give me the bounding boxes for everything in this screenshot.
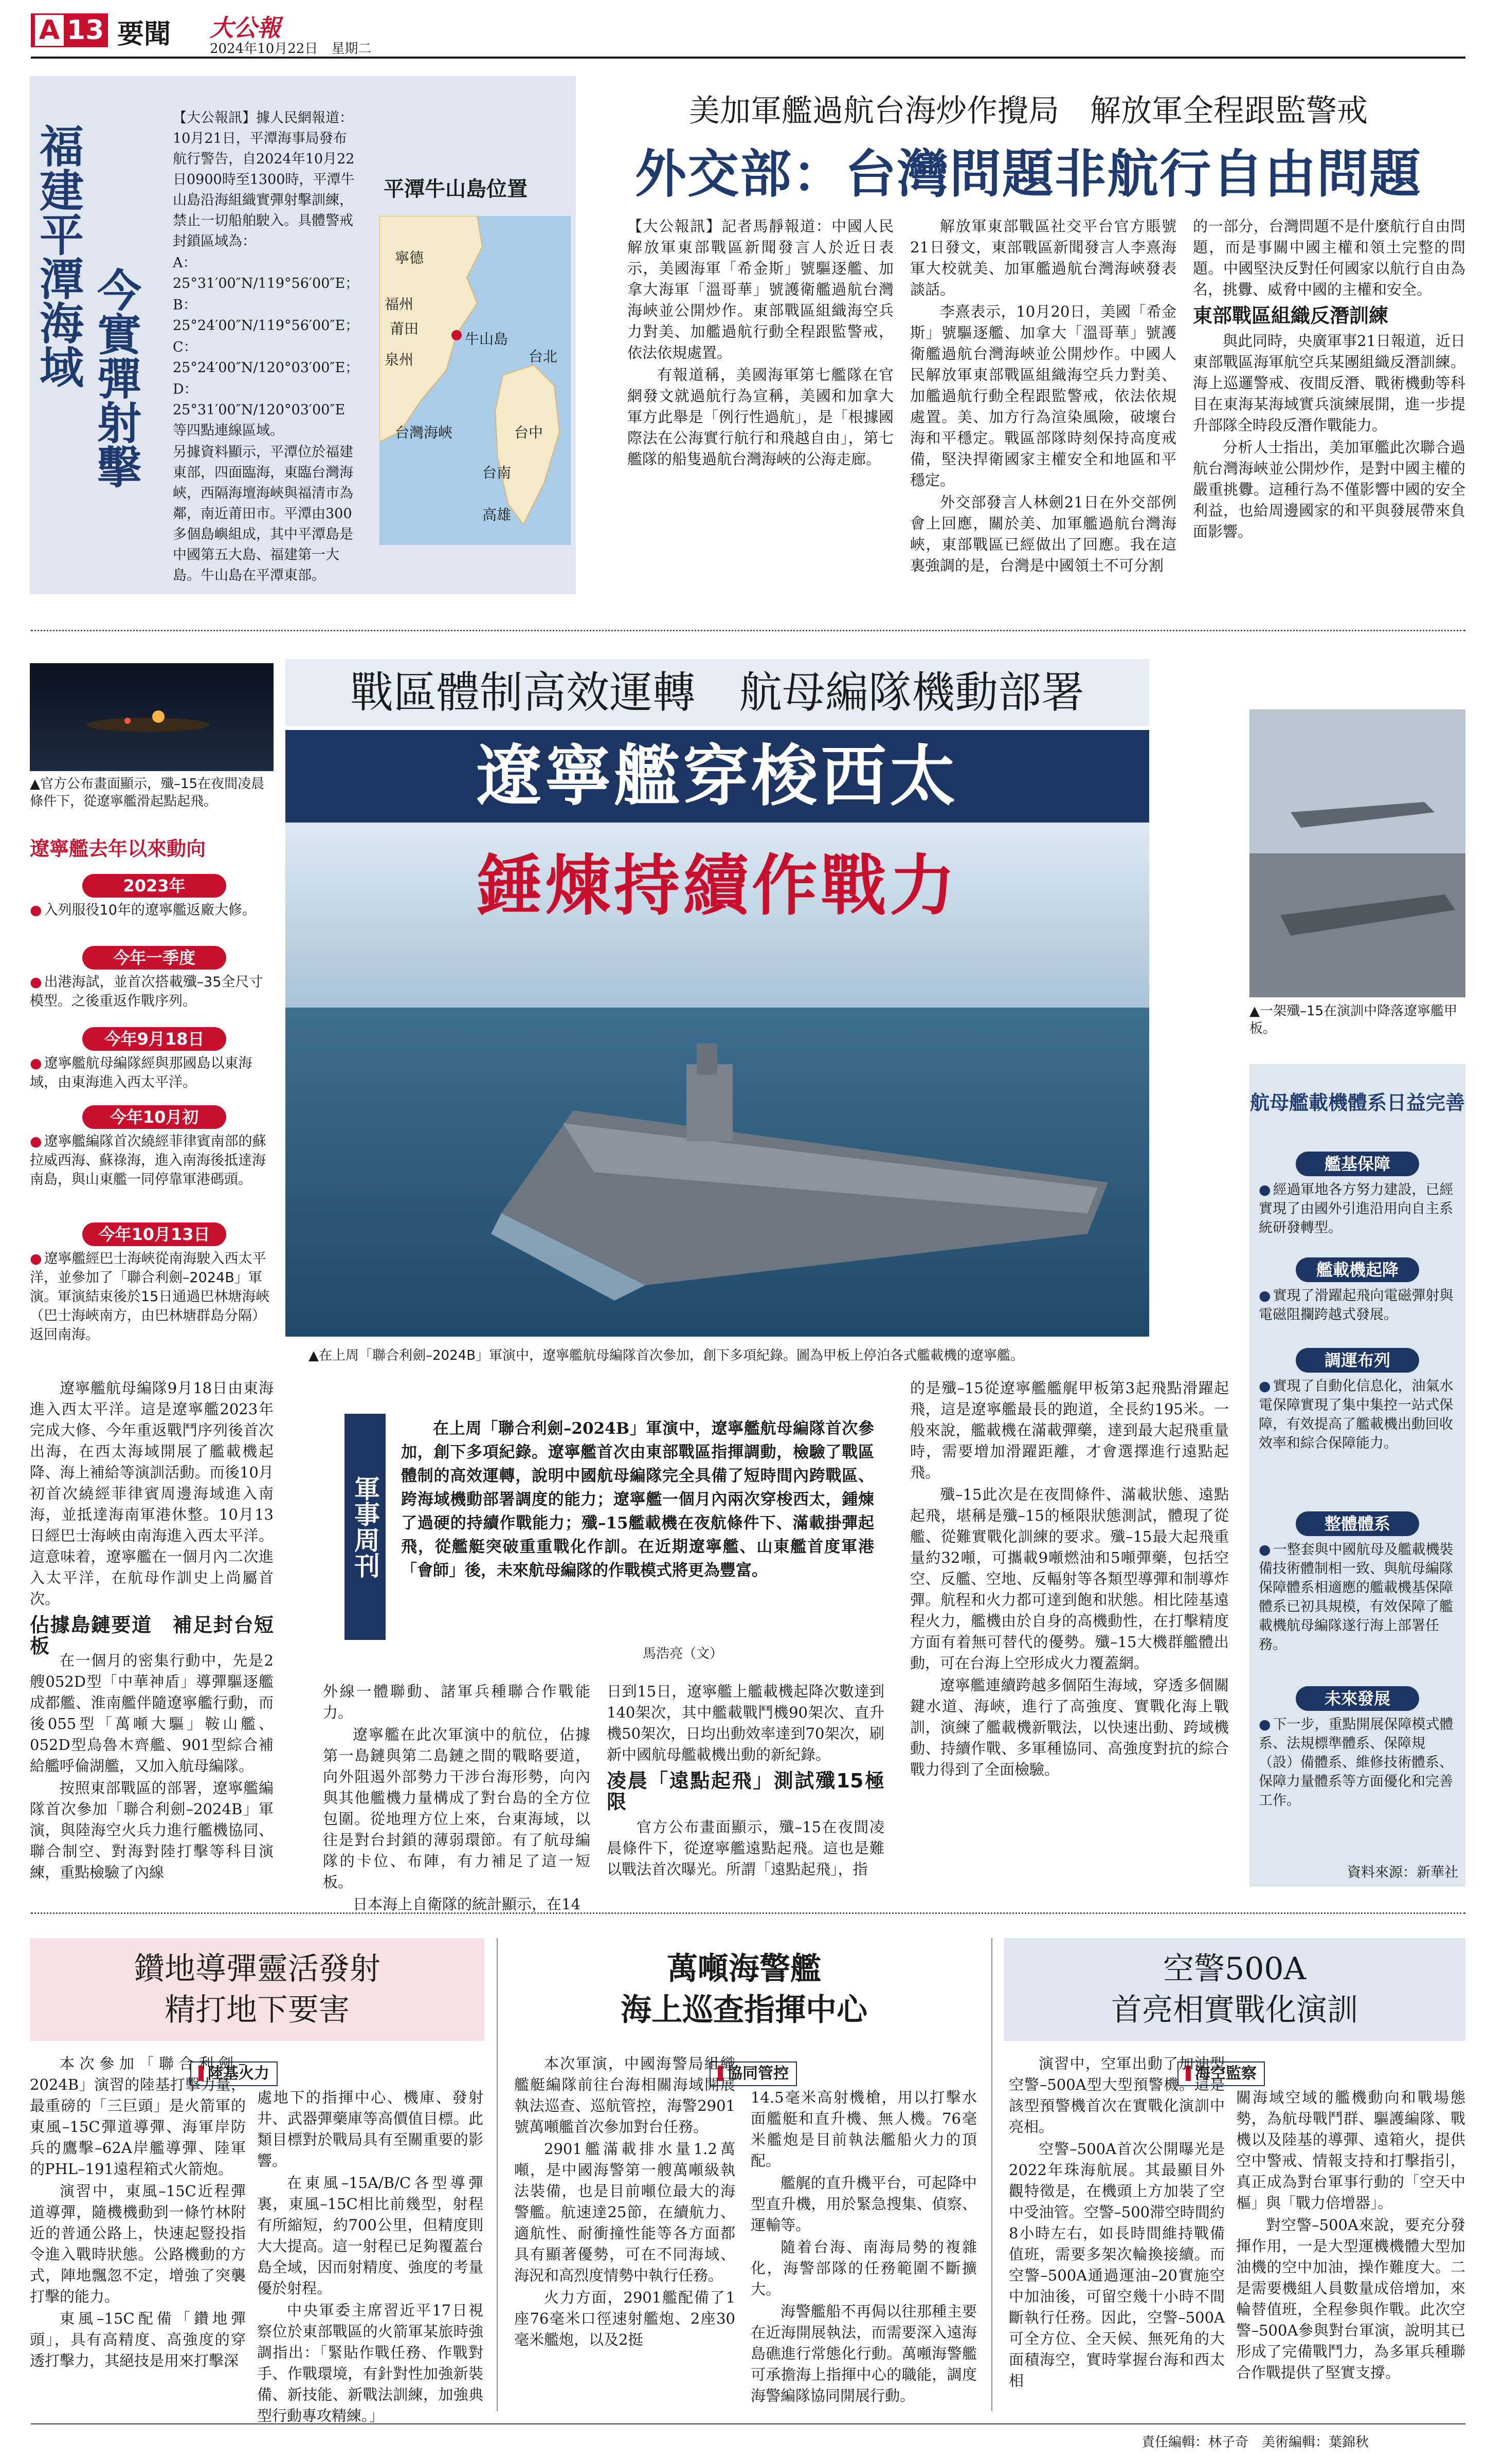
panel-item: ● 實現了滑躍起飛向電磁彈射與電磁阻攔跨越式發展。 bbox=[1259, 1286, 1458, 1324]
panel-tag: 整體體系 bbox=[1296, 1511, 1419, 1536]
map-label: 寧德 bbox=[395, 249, 424, 266]
paragraph: 處地下的指揮中心、機庫、發射井、武器彈藥庫等高價值目標。此類目標對於戰局具有至關重要的影響。 bbox=[257, 2089, 483, 2169]
top-kicker: 美加軍艦過航台海炒作攪局 解放軍全程跟監警戒 bbox=[689, 93, 1368, 129]
article-col bbox=[257, 2087, 483, 2428]
paragraph: 本次軍演，中國海警局組織艦艇編隊前往台海相關海域開展執法巡查、巡航管控，海警2901號萬噸艦首次參加對台任務。 bbox=[514, 2055, 735, 2136]
timeline-item: ● 遼寧艦經巴士海峽從南海駛入西太平洋，並參加了「聯合利劍–2024B」軍演。軍演結束後於15日通過巴林塘海峽（巴士海峽南方，由巴林塘群島分隔）返回南海。 bbox=[30, 1249, 274, 1344]
paragraph: D：25°31′00″N/120°03′00″E 等四點連線區域。 bbox=[173, 381, 346, 439]
night-launch-photo bbox=[30, 663, 274, 771]
article-col bbox=[30, 1650, 274, 1884]
paragraph: 關海域空域的艦機動向和戰場態勢，為航母戰鬥群、驅護編隊、戰機以及陸基的導彈、遠箱火，提供空中警戒、情報支持和打擊指引，真正成為對台軍事行動的「空天中樞」與「戰力倍增器」。 bbox=[1236, 2089, 1465, 2212]
paragraph: 中央軍委主席習近平17日視察位於東部戰區的火箭軍某旅時強調指出：「緊貼作戰任務、作戰對手、作戰環境，有針對性加強新裝備、新技能、新戰法訓練，加強典型行動專攻精練。」 bbox=[257, 2302, 483, 2424]
paragraph: 演習中，空軍出動了加油型空警–500A型大型預警機。這是該型預警機首次在實戰化演訓中亮相。 bbox=[1009, 2055, 1225, 2136]
paragraph: 有報道稱，美國海軍第七艦隊在官網發文就過航行為宣稱，美國和加拿大軍方此舉是「例行性過航」，是「根據國際法在公海實行航行和飛越自由」，第七艦隊的船隻過航台灣海峽的公海走廊。 bbox=[627, 366, 894, 468]
article-col bbox=[751, 2087, 977, 2407]
panel-item: ● 下一步，重點開展保障模式體系、法規標準體系、保障規（設）備體系、維修技術體系、保障力量體系等方面優化和完善工作。 bbox=[1259, 1715, 1458, 1810]
map-label: 牛山島 bbox=[465, 331, 509, 348]
article-col bbox=[607, 1681, 884, 1881]
photo-caption: ▲官方公布畫面顯示，殲–15在夜間凌晨條件下，從遼寧艦滑起點起飛。 bbox=[30, 776, 265, 809]
article-col bbox=[30, 2053, 246, 2372]
story-tag: 陸基火力 bbox=[190, 2061, 278, 2086]
paragraph: 隨着台海、南海局勢的複雜化，海警部隊的任務範圍不斷擴大。 bbox=[751, 2238, 977, 2298]
paragraph: 遼寧艦在此次軍演中的航位，佔據第一島鏈與第二島鏈之間的戰略要道，向外阻遏外部勢力干涉台海形勢，向內與其他艦機力量構成了對台島的全方位包圍。從地理方位上來，台東海域，以往是對台封鎖的薄弱環節。有了航母編隊的卡位、布陣，有力補足了這一短板。 bbox=[323, 1726, 590, 1891]
article-col bbox=[1009, 2053, 1225, 2393]
timeline-item: ● 出港海試，並首次搭載殲–35全尺寸模型。之後重返作戰序列。 bbox=[30, 973, 274, 1011]
feature-kicker: 戰區體制高效運轉 航母編隊機動部署 bbox=[285, 659, 1149, 726]
paragraph: 2901艦滿載排水量1.2萬噸，是中國海警第一艘萬噸級執法裝備，也是目前噸位最大的海警艦。航速達25節，在續航力、適航性、耐衝撞性能等各方面都具有顯著優勢，可在不同海域、海況和高烈度情勢中執行任務。 bbox=[514, 2140, 735, 2284]
page-number: 13 bbox=[66, 15, 104, 46]
panel-heading: 航母艦載機體系日益完善 bbox=[1249, 1091, 1465, 1114]
subheading: 凌晨「遠點起飛」測試殲15極限 bbox=[607, 1769, 884, 1813]
map-label: 台灣海峽 bbox=[395, 424, 453, 441]
section-divider bbox=[31, 1912, 1465, 1914]
section-divider bbox=[31, 630, 1465, 631]
paragraph: 火力方面，2901艦配備了1座76毫米口徑速射艦炮、2座30毫米艦炮，以及2挺 bbox=[514, 2289, 735, 2348]
paragraph: 日到15日，遼寧艦上艦載機起降次數達到140架次，其中艦載戰鬥機90架次、直升機50架次，日均出動效率達到70架次，刷新中國航母艦載機出動的新紀錄。 bbox=[607, 1683, 884, 1763]
pingtan-article bbox=[173, 108, 358, 587]
headline-line: 海上巡查指揮中心 bbox=[621, 1992, 867, 2028]
map-label: 台北 bbox=[529, 348, 558, 365]
column-label: 軍事周刊 bbox=[344, 1414, 386, 1640]
article-col bbox=[514, 2053, 735, 2351]
paragraph: 海警艦船不再侷以往那種主要在近海開展執法，而需要深入遠海島礁進行常態化行動。萬噸海警艦可承擔海上指揮中心的職能，調度海警編隊協同開展行動。 bbox=[751, 2303, 977, 2404]
timeline-tag: 今年10月初 bbox=[82, 1105, 226, 1129]
paragraph: C：25°24′00″N/120°03′00″E； bbox=[173, 339, 359, 376]
paragraph: A：25°31′00″N/119°56′00″E； bbox=[173, 255, 359, 291]
editor-credits: 責任編輯：林子奇 美術編輯：葉錦秋 bbox=[1141, 2435, 1369, 2450]
top-article-col1 bbox=[627, 216, 894, 471]
section-title: 要聞 bbox=[117, 19, 171, 50]
paragraph: 空警–500A首次公開曝光是2022年珠海航展。其最顯目外觀特徵是，在機頭上方加裝了空中受油管。空警–500滞空時間約8小時左右，如長時間維持戰備值班，需要多架次輪換接續。而空警–500A通過運油–20實施空中加油後，可留空幾十小時不間斷執行任務。因此，空警–500A可全方位、全天候、無死角的大面積海空，實時掌握台海和西太相 bbox=[1009, 2140, 1225, 2389]
paragraph: 的一部分，台灣問題不是什麼航行自由問題，而是事關中國主權和領土完整的問題。中國堅決反對任何國家以航行自由為名，挑釁、威脅中國的主權和安全。 bbox=[1193, 217, 1465, 298]
bottom-story-3-head bbox=[1004, 1938, 1465, 2041]
lead-paragraph bbox=[401, 1417, 874, 1582]
feature-title-banner: 遼寧艦穿梭西太 bbox=[285, 730, 1149, 823]
bottom-story-1-head bbox=[30, 1938, 484, 2041]
panel-item: ● 一整套與中國航母及艦載機裝備技術體制相一致、與航母編隊保障體系相適應的艦載機基保障體系已初具規模，有效保障了艦載機航母編隊遂行海上部署任務。 bbox=[1259, 1540, 1458, 1654]
pingtan-title-line2: 今實彈射擊 bbox=[89, 267, 141, 488]
paragraph: 另據資料顯示，平潭位於福建東部，四面臨海，東臨台灣海峽，西隔海壇海峽與福清市為鄰，南近莆田市。平潭由300多個島嶼組成，其中平潭島是中國第五大島、福建第一大島。牛山島在平潭東部。 bbox=[173, 444, 353, 583]
photo-caption: ▲一架殲–15在演訓中降落遼寧艦甲板。 bbox=[1249, 1003, 1458, 1036]
source-note: 資料來源：新華社 bbox=[1347, 1865, 1458, 1881]
pingtan-title-line1: 福建平潭海域 bbox=[32, 123, 84, 389]
paragraph: 【大公報訊】據人民網報道：10月21日，平潭海事局發布航行警告，自2024年10月22日0900時至1300時，平潭牛山島沿海組織實彈射擊訓練，禁止一切船舶駛入。具體警戒封鎖區域為： bbox=[173, 110, 355, 249]
subheading: 東部戰區組織反潛訓練 bbox=[1193, 304, 1389, 327]
paragraph: 在一個月的密集行動中，先是2艘052D型「中華神盾」導彈驅逐艦成都艦、淮南艦伴隨遼寧艦行動，而後055型「萬噸大驅」鞍山艦、052D型烏魯木齊艦、901型綜合補給艦呼倫湖艦，又加入航母編隊。 bbox=[30, 1652, 274, 1775]
article-col bbox=[30, 1378, 274, 1661]
page-letter: A bbox=[35, 15, 64, 46]
paragraph: 日本海上自衛隊的統計顯示，在14 bbox=[353, 1895, 581, 1913]
paragraph: 在東風–15A/B/C各型導彈裏，東風–15C相比前幾型，射程有所縮短，約700公里，但精度則大大提高。這一射程已足夠覆蓋台島全域，因而射精度、強度的考量優於射程。 bbox=[257, 2174, 483, 2297]
paragraph: 與此同時，央廣軍事21日報道，近日東部戰區海軍航空兵某團組織反潛訓練。海上巡邏警戒、夜間反潛、戰術機動等科目在東海某海域實兵演練展開，進一步提升部隊全時段反潛作戰能力。 bbox=[1193, 332, 1465, 434]
paragraph: 殲–15此次是在夜間條件、滿載狀態、遠點起飛，堪稱是殲–15的極限狀態測試，體現了從艦、從難實戰化訓練的要求。殲–15最大起飛重量約32噸，可攜載9噸燃油和5噸彈藥，包括空空、反艦、空地、反輻射等各類型導彈和制導炸彈。航程和火力都可達到飽和狀態。相比陸基遠程火力，艦機由於自身的高機動性，在打擊精度方面有着無可替代的優勢。殲–15大機群艦體出動，可在台海上空形成火力覆蓋網。 bbox=[910, 1486, 1229, 1672]
header-rule bbox=[31, 57, 1465, 59]
paragraph: 分析人士指出，美加軍艦此次聯合過航台灣海峽並公開炒作，是對中國主權的嚴重挑釁。這種行為不僅影響中國的安全利益，也給周邊國家的和平與發展帶來負面影響。 bbox=[1193, 439, 1465, 540]
top-headline: 外交部：台灣問題非航行自由問題 bbox=[635, 143, 1422, 204]
footer-rule bbox=[31, 2423, 1465, 2424]
timeline-tag: 今年9月18日 bbox=[82, 1027, 226, 1051]
page-badge bbox=[31, 13, 108, 47]
paragraph: 【大公報訊】記者馬靜報道：中國人民解放軍東部戰區新聞發言人於近日表示，美國海軍「希金斯」號驅逐艦、加拿大海軍「溫哥華」號護衛艦過航台灣海峽並公開炒作。東部戰區組織海空兵力對美、加艦過航行動全程跟監警戒，依法依規處置。 bbox=[627, 217, 894, 361]
timeline-title: 遼寧艦去年以來動向 bbox=[30, 837, 206, 860]
paragraph: 艦艉的直升機平台，可起降中型直升機，用於緊急搜集、偵察、運輸等。 bbox=[751, 2174, 977, 2234]
paragraph: 按照東部戰區的部署，遼寧艦編隊首次參加「聯合利劍–2024B」軍演，與陸海空火兵力進行艦機協同、聯合制空、對海對陸打擊等科目演練，重點檢驗了內線 bbox=[30, 1779, 274, 1881]
timeline-item: ● 遼寧艦航母編隊經與那國島以東海域，由東海進入西太平洋。 bbox=[30, 1054, 274, 1092]
paragraph: 外線一體聯動、諸軍兵種聯合作戰能力。 bbox=[323, 1683, 590, 1721]
article-col bbox=[910, 1378, 1229, 1781]
bottom-story-2-head bbox=[509, 1938, 979, 2041]
photo-caption: ▲在上周「聯合利劍–2024B」軍演中，遼寧艦航母編隊首次參加，創下多項紀錄。圖為甲板上停泊各式艦載機的遼寧艦。 bbox=[309, 1348, 1024, 1363]
paragraph: 解放軍東部戰區社交平台官方賬號21日發文，東部戰區新聞發言人李熹海軍大校就美、加軍艦過航台灣海峽發表談話。 bbox=[910, 217, 1176, 298]
headline-line: 萬噸海警艦 bbox=[667, 1951, 821, 1987]
article-col bbox=[323, 1681, 590, 1916]
paragraph: 的是殲–15從遼寧艦艦艉甲板第3起飛點滑躍起飛，這是遼寧艦最長的跑道，全長約195米。一般來說，艦載機在滿載彈藥，達到最大起飛重量時，需要增加滑躍距離，才會選擇進行遠點起飛。 bbox=[910, 1379, 1229, 1481]
timeline-tag: 2023年 bbox=[82, 874, 226, 898]
issue-date: 2024年10月22日 星期二 bbox=[210, 41, 372, 57]
panel-tag: 未來發展 bbox=[1296, 1686, 1419, 1711]
paragraph: 演習中，東風–15C近程彈道導彈，隨機機動到一條竹林附近的普通公路上，快速起豎投指令進入戰時狀態。公路機動的方式，陣地飄忽不定，增強了突襲打擊的能力。 bbox=[30, 2182, 246, 2305]
timeline-tag: 今年10月13日 bbox=[82, 1222, 226, 1246]
timeline-item: ● 遼寧艦編隊首次繞經菲律賓南部的蘇拉威西海、蘇祿海，進入南海後抵達海南島，與山東艦一同停靠軍港碼頭。 bbox=[30, 1132, 274, 1189]
map-label: 泉州 bbox=[385, 351, 414, 368]
paragraph: 外交部發言人林劍21日在外交部例會上回應，關於美、加軍艦過航台灣海峽，東部戰區已經做出了回應。我在這裏強調的是，台灣是中國領土不可分割 bbox=[910, 494, 1176, 574]
paragraph: 14.5毫米高射機槍，用以打擊水面艦艇和直升機、無人機。76毫米艦炮是目前執法艦船火力的頂配。 bbox=[751, 2089, 977, 2169]
deck-landing-photo bbox=[1249, 709, 1465, 997]
timeline-item: ● 入列服役10年的遼寧艦返廠大修。 bbox=[30, 901, 274, 920]
byline: 馬浩亮（文） bbox=[643, 1646, 723, 1662]
subheading: 佔據島鏈要道 補足封台短板 bbox=[30, 1614, 274, 1657]
paragraph: 在上周「聯合利劍–2024B」軍演中，遼寧艦航母編隊首次參加，創下多項紀錄。遼寧艦首次由東部戰區指揮調動，檢驗了戰區體制的高效運轉，說明中國航母編隊完全具備了短時間內跨戰區、跨海域機動部署調度的能力；遼寧艦一個月內兩次穿梭西太，鍾煉了過硬的持續作戰能力；殲–15艦載機在夜航條件下、滿載掛彈起飛，從艦艇突破重重戰化作訓。在近期遼寧艦、山東艦首度軍港「會師」後，未來航母編隊的作戰模式將更為豐富。 bbox=[401, 1419, 874, 1580]
headline-line: 精打地下要害 bbox=[165, 1992, 350, 2028]
story-tag: 協同管控 bbox=[710, 2061, 797, 2086]
map-label: 台中 bbox=[514, 424, 543, 441]
panel-item: ● 實現了自動化信息化，油氣水電保障實現了集中集控一站式保障，有效提高了艦載機出動回收效率和綜合保障能力。 bbox=[1259, 1377, 1458, 1453]
feature-title-2: 錘煉持續作戰力 bbox=[476, 847, 958, 924]
map-label: 福州 bbox=[385, 296, 414, 313]
panel-item: ● 經過軍地各方努力建設，已經實現了由國外引進沿用向自主系統研發轉型。 bbox=[1259, 1180, 1458, 1237]
panel-tag: 調運布列 bbox=[1296, 1348, 1419, 1373]
top-article-col2 bbox=[910, 216, 1176, 577]
paragraph: 遼寧艦連續跨越多個陌生海域，穿透多個關鍵水道、海峽，進行了高強度、實戰化海上戰訓，演練了艦載機新戰法，以快速出動、跨域機動、持續作戰、多軍種協同、高強度對抗的綜合戰力得到了全面檢驗。 bbox=[910, 1676, 1229, 1778]
column-rule bbox=[497, 1938, 498, 2411]
map-title: 平潭牛山島位置 bbox=[384, 177, 528, 201]
location-map bbox=[379, 216, 571, 545]
paragraph: 對空警–500A來說，要充分發揮作用，一是大型運機機體大型加油機的空中加油，操作難度大。二是需要機組人員數量成倍增加，來輪替值班，全程參與作戰。此次空警–500A參與對台軍演，說明其已形成了完備戰鬥力，為多軍兵種聯合作戰提供了堅實支撐。 bbox=[1236, 2216, 1465, 2381]
paragraph: 官方公布畫面顯示，殲–15在夜間凌晨條件下，從遼寧艦遠點起飛。這也是難以戰法首次曝光。所謂「遠點起飛」，指 bbox=[607, 1818, 884, 1878]
paragraph: 本次參加「聯合利劍–2024B」演習的陸基打擊力量，最重磅的「三巨頭」是火箭軍的東風–15C彈道導彈、海軍岸防兵的鷹擊–62A岸艦導彈、陸軍的PHL–191遠程箱式火箭炮。 bbox=[30, 2055, 246, 2178]
article-col bbox=[1236, 2087, 1465, 2384]
newspaper-logo: 大公報 bbox=[210, 14, 281, 42]
paragraph: 遼寧艦航母編隊9月18日由東海進入西太平洋。這是遼寧艦2023年完成大修、今年重返戰鬥序列後首次出海，在西太海域開展了艦載機起降、海上補給等演訓活動。而後10月初首次繞經菲律賓周邊海域進入南海，並抵達海南軍港休整。10月13日經巴士海峽由南海進入西太平洋。這意味着，遼寧艦在一個月內二次進入太平洋，在航母作訓史上尚屬首次。 bbox=[30, 1379, 274, 1608]
panel-tag: 艦載機起降 bbox=[1296, 1257, 1419, 1282]
panel-tag: 艦基保障 bbox=[1296, 1152, 1419, 1176]
map-label: 高雄 bbox=[482, 506, 512, 523]
map-label: 莆田 bbox=[390, 320, 419, 337]
map-label: 台南 bbox=[482, 464, 512, 481]
headline-line: 空警500A bbox=[1163, 1951, 1306, 1987]
story-tag: 海空監察 bbox=[1177, 2061, 1265, 2086]
paragraph: 李熹表示，10月20日，美國「希金斯」號驅逐艦、加拿大「溫哥華」號護衛艦過航台灣海峽並公開炒作。中國人民解放軍東部戰區組織海空兵力對美、加艦過航行動全程跟監警戒，依法依規處置。美、加方行為渲染風險，破壞台海和平穩定。戰區部隊時刻保持高度戒備，堅決捍衛國家主權安全和地區和平穩定。 bbox=[910, 303, 1176, 489]
paragraph: 東風–15C配備「鑽地彈頭」，具有高精度、高強度的穿透打擊力，其絕技是用來打擊深 bbox=[30, 2310, 246, 2369]
timeline-tag: 今年一季度 bbox=[82, 946, 226, 970]
headline-line: 鑽地導彈靈活發射 bbox=[134, 1951, 380, 1987]
paragraph: B：25°24′00″N/119°56′00″E； bbox=[173, 297, 359, 334]
headline-line: 首亮相實戰化演訓 bbox=[1111, 1992, 1358, 2028]
top-article-col3 bbox=[1193, 216, 1465, 543]
column-rule bbox=[991, 1938, 992, 2411]
